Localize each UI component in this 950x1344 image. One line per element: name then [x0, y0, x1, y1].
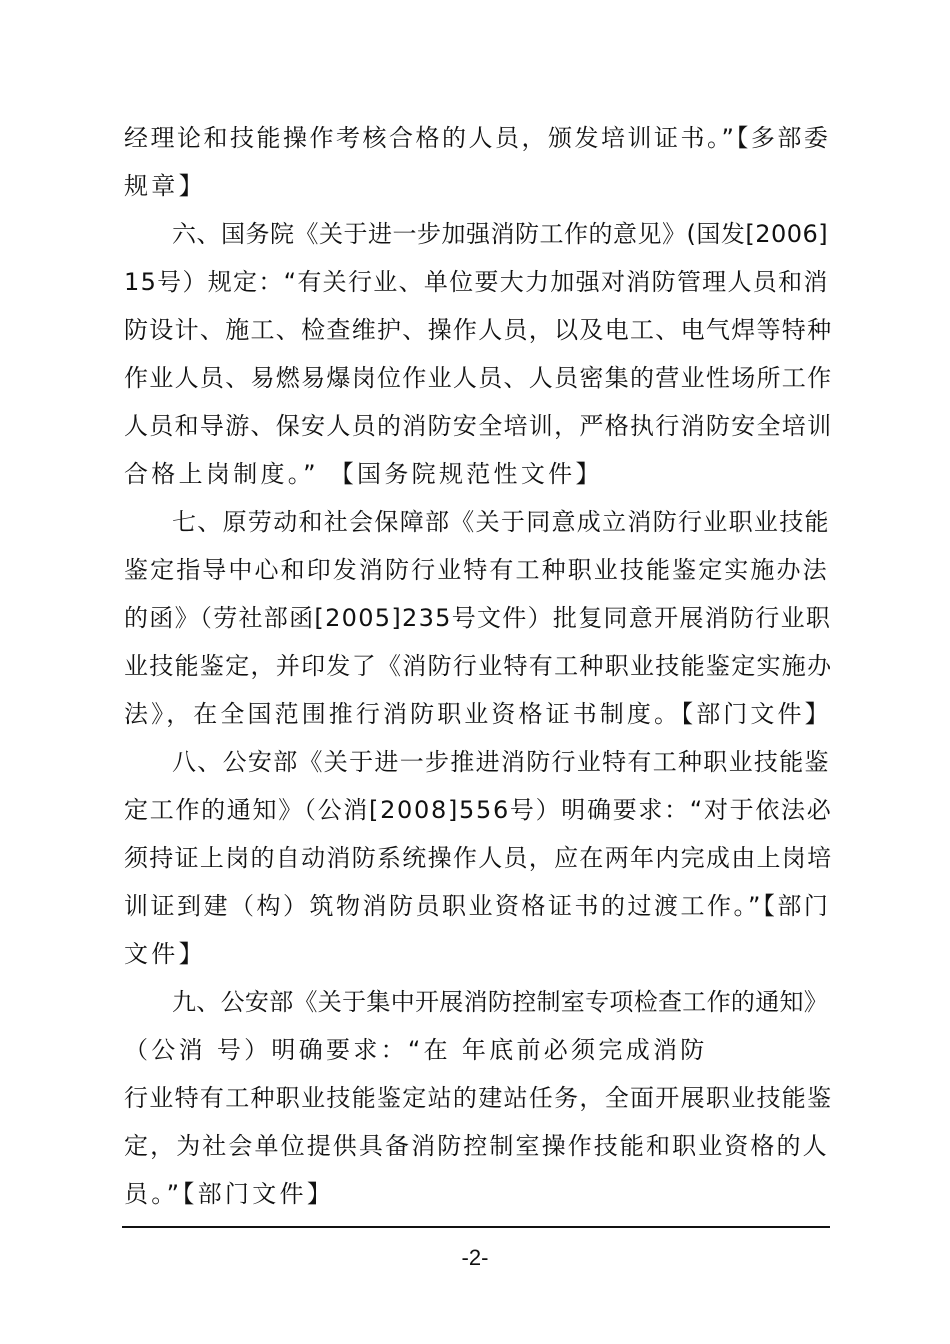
- body-text-line: 人员和导游、保安人员的消防安全培训，严格执行消防安全培训: [124, 412, 833, 440]
- body-text-line: 的函》（劳社部函[2005]235号文件）批复同意开展消防行业职: [124, 604, 832, 632]
- body-text-line: （公消 号）明确要求：“在 年底前必须完成消防: [124, 1036, 708, 1064]
- body-text-line: 员。”【部门文件】: [124, 1180, 335, 1208]
- body-text-line: 业技能鉴定，并印发了《消防行业特有工种职业技能鉴定实施办: [124, 652, 833, 680]
- body-text-line: 行业特有工种职业技能鉴定站的建站任务，全面开展职业技能鉴: [124, 1084, 833, 1112]
- body-text-line: 15号）规定：“有关行业、单位要大力加强对消防管理人员和消: [124, 268, 829, 296]
- body-text-line: 训证到建（构）筑物消防员职业资格证书的过渡工作。”【部门: [124, 892, 831, 920]
- body-text-line: 文件】: [124, 940, 206, 968]
- body-text-line: 作业人员、易燃易爆岗位作业人员、人员密集的营业性场所工作: [124, 364, 833, 392]
- body-text-line: 定工作的通知》（公消[2008]556号）明确要求：“对于依法必: [124, 796, 833, 824]
- body-text-line: 经理论和技能操作考核合格的人员，颁发培训证书。”【多部委: [124, 124, 831, 152]
- paragraph-7-start: 七、原劳动和社会保障部《关于同意成立消防行业职业技能: [172, 508, 830, 536]
- body-text-line: 鉴定指导中心和印发消防行业特有工种职业技能鉴定实施办法: [124, 556, 829, 584]
- body-text-line: 规章】: [124, 172, 206, 200]
- body-text-line: 须持证上岗的自动消防系统操作人员，应在两年内完成由上岗培: [124, 844, 833, 872]
- paragraph-6-start: 六、国务院《关于进一步加强消防工作的意见》(国发[2006]: [172, 220, 829, 248]
- body-text-line: 合格上岗制度。” 【国务院规范性文件】: [124, 460, 603, 488]
- body-text-line: 防设计、施工、检查维护、操作人员，以及电工、电气焊等特种: [124, 316, 833, 344]
- paragraph-8-start: 八、公安部《关于进一步推进消防行业特有工种职业技能鉴: [172, 748, 830, 776]
- footer-divider: [122, 1226, 830, 1228]
- paragraph-9-start: 九、公安部《关于集中开展消防控制室专项检查工作的通知》: [172, 988, 829, 1016]
- body-text-line: 法》，在全国范围推行消防职业资格证书制度。【部门文件】: [124, 700, 832, 728]
- body-text-line: 定，为社会单位提供具备消防控制室操作技能和职业资格的人: [124, 1132, 829, 1160]
- page-number: -2-: [461, 1245, 489, 1270]
